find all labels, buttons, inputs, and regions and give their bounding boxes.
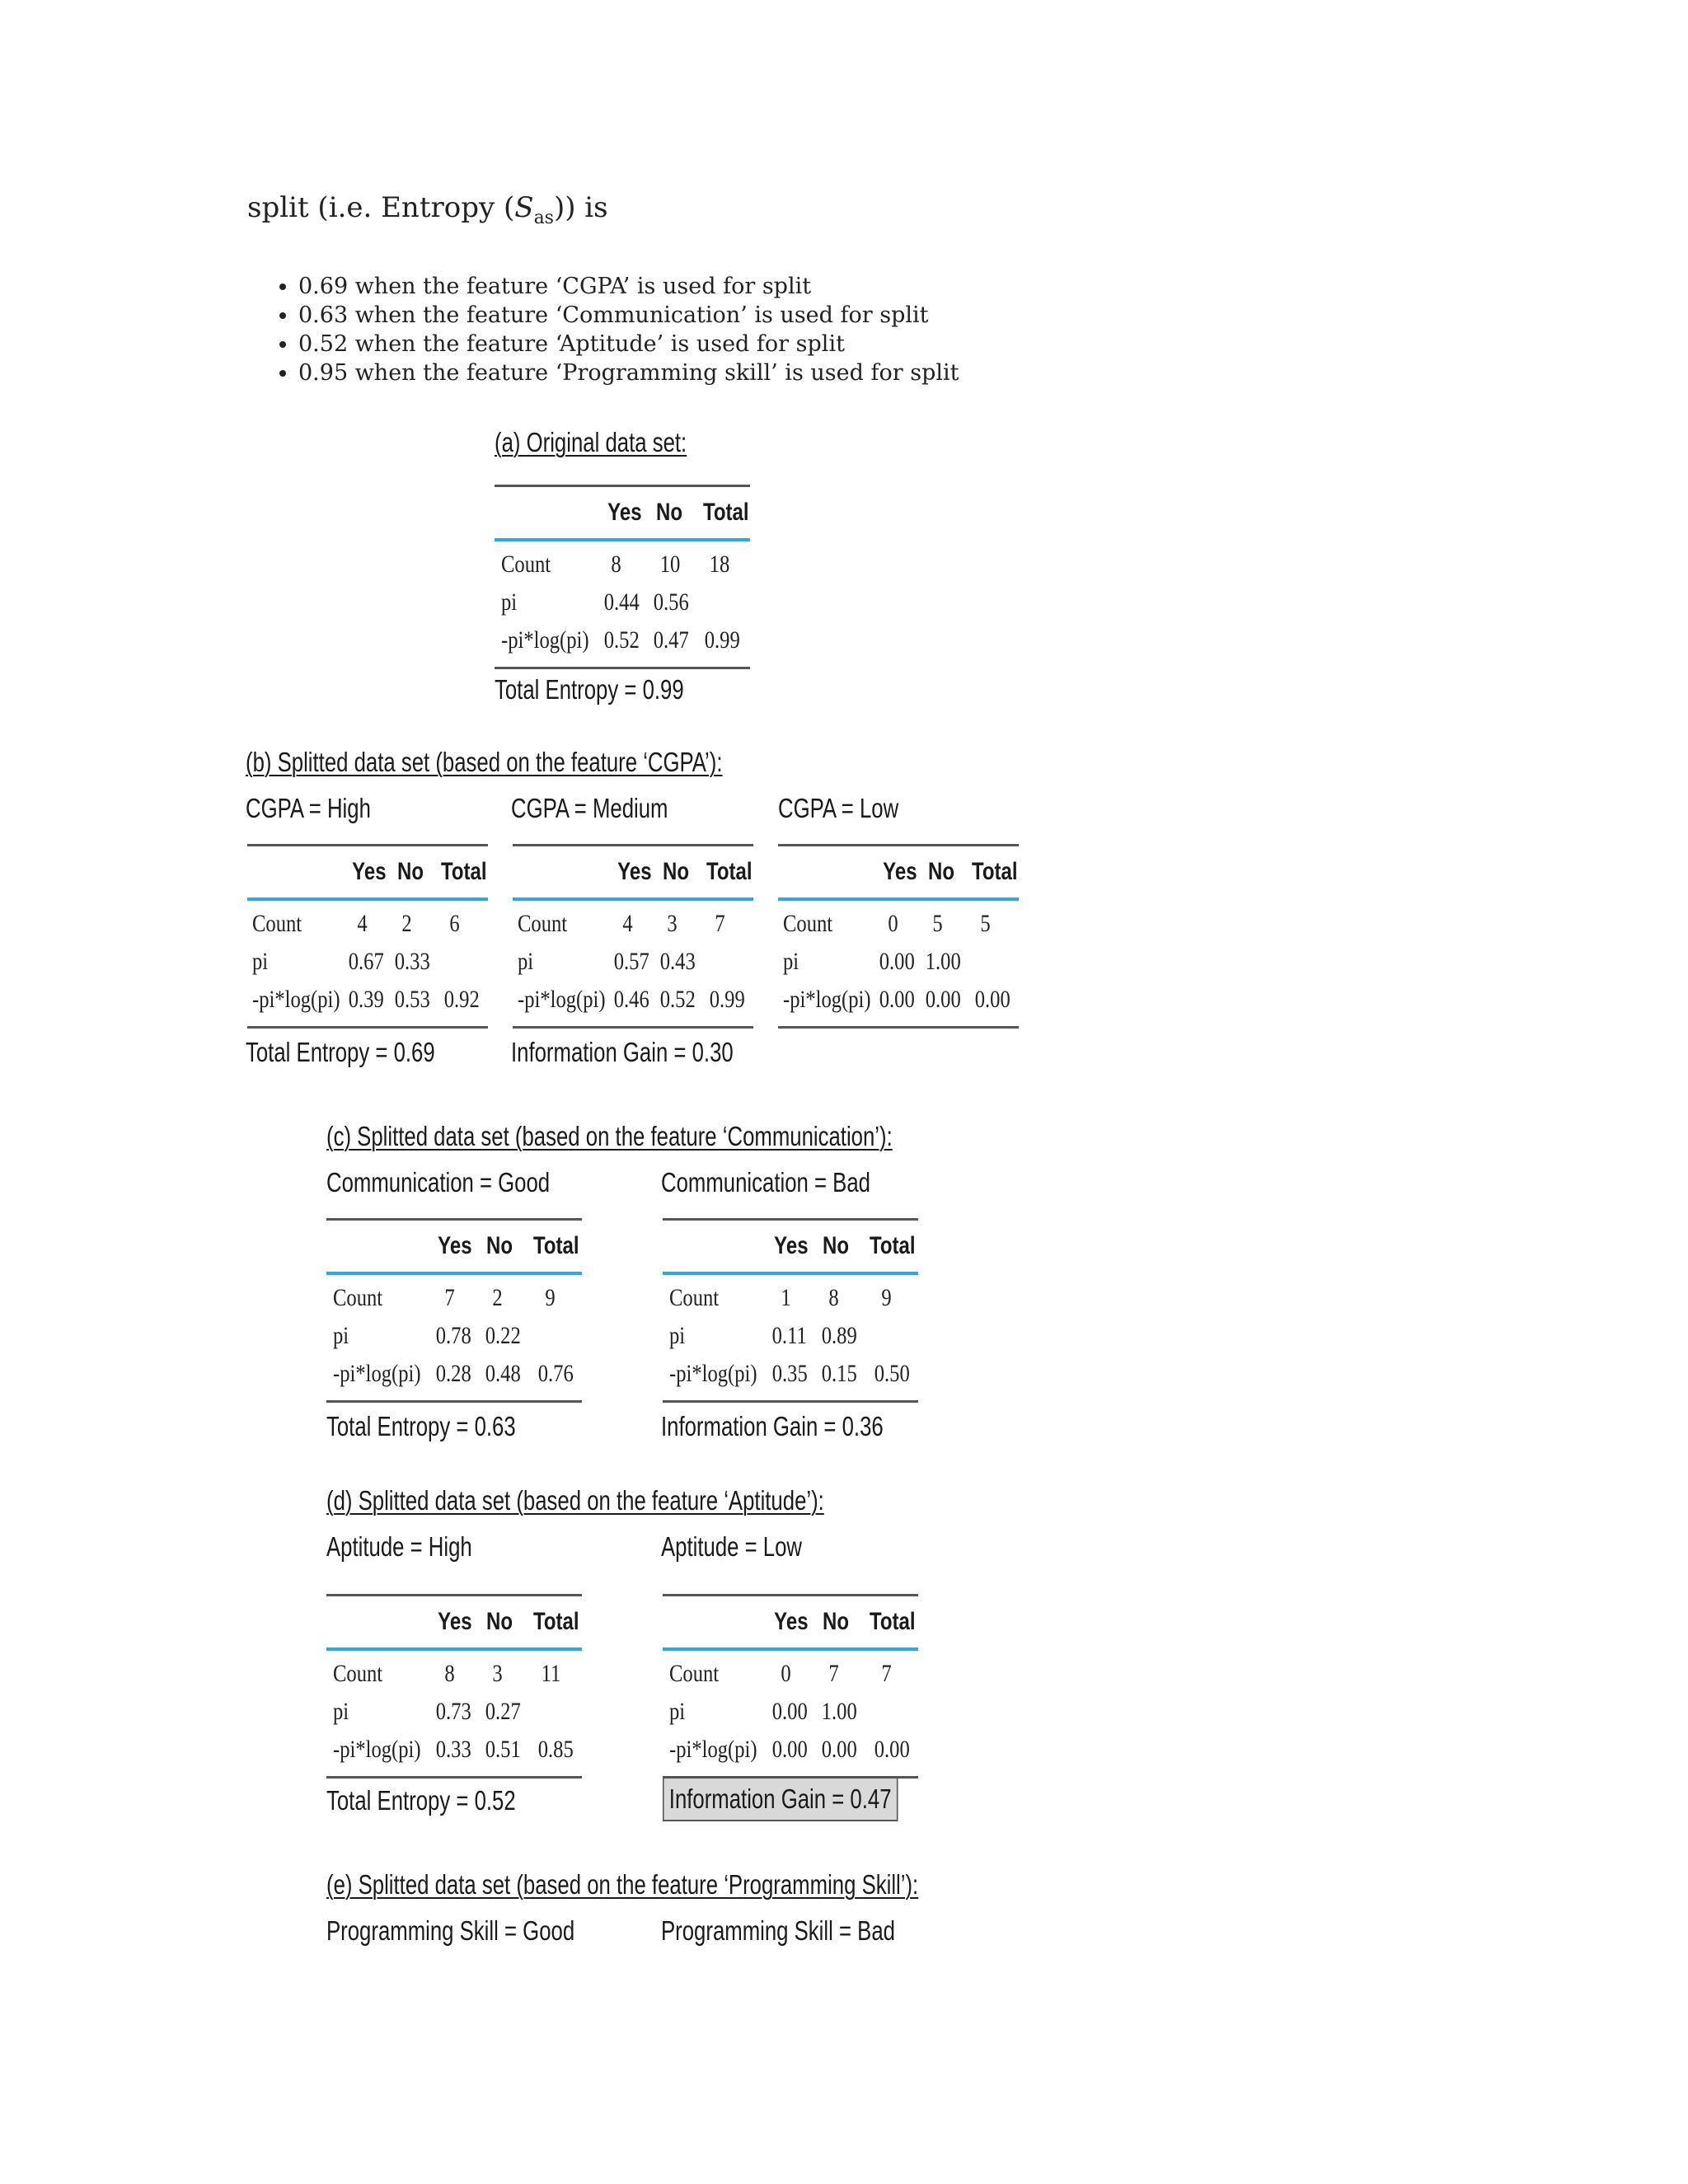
table-row: -pi*log(pi) 0.46 0.52 0.99: [518, 986, 745, 1013]
section-d-gain-highlight: Information Gain = 0.47: [663, 1777, 898, 1821]
label-cgpa-low: CGPA = Low: [778, 793, 899, 823]
table-row: pi 0.73 0.27: [333, 1698, 521, 1725]
section-b-title: (b) Splitted data set (based on the feature ‘CGPA’):: [246, 747, 723, 777]
bullet-item: • 0.63 when the feature ‘Communication’ is used for split: [298, 301, 959, 330]
table-d-high: [326, 1594, 582, 1779]
table-row: pi 0.00 1.00: [783, 948, 961, 975]
col-no: No: [656, 499, 682, 526]
table-c-bad: [663, 1218, 918, 1403]
bullet-item: • 0.52 when the feature ‘Aptitude’ is used for split: [298, 330, 959, 359]
label-programming-bad: Programming Skill = Bad: [661, 1915, 895, 1946]
table-row: Count 0 5 5: [783, 910, 991, 937]
table-c-good: [326, 1218, 582, 1403]
label-communication-good: Communication = Good: [326, 1167, 551, 1197]
section-e-title: (e) Splitted data set (based on the feature ‘Programming Skill’):: [326, 1869, 919, 1900]
table-header: Yes No Total: [663, 1221, 918, 1275]
label-aptitude-low: Aptitude = Low: [661, 1531, 803, 1562]
table-row: -pi*log(pi) 0.39 0.53 0.92: [252, 986, 480, 1013]
label-cgpa-medium: CGPA = Medium: [511, 793, 668, 823]
section-b-gain: Information Gain = 0.30: [511, 1037, 734, 1067]
label-aptitude-high: Aptitude = High: [326, 1531, 472, 1562]
table-b-low: [778, 844, 1019, 1029]
col-yes: Yes: [607, 499, 642, 526]
table-row: Count 4 2 6: [252, 910, 460, 937]
table-row: Count 0 7 7: [669, 1660, 892, 1687]
table-row: -pi*log(pi) 0.33 0.51 0.85: [333, 1736, 574, 1763]
intro-text: split (i.e. Entropy $(S_{as})$) is: [247, 191, 608, 228]
label-programming-good: Programming Skill = Good: [326, 1915, 575, 1946]
section-d-entropy: Total Entropy = 0.52: [326, 1785, 516, 1816]
label-communication-bad: Communication = Bad: [661, 1167, 870, 1197]
table-header: Yes No Total: [778, 846, 1019, 901]
table-row: pi 0.11 0.89: [669, 1322, 857, 1349]
bullet-item: • 0.69 when the feature ‘CGPA’ is used for split: [298, 272, 959, 301]
table-d-low: [663, 1594, 918, 1779]
entropy-bullet-list: [247, 272, 959, 387]
table-row: Count 4 3 7: [518, 910, 725, 937]
section-d-title: (d) Splitted data set (based on the feature ‘Aptitude’):: [326, 1485, 824, 1516]
table-row: Count 8 3 11: [333, 1660, 561, 1687]
table-header: Yes No Total: [326, 1596, 582, 1651]
col-total: Total: [702, 499, 749, 526]
table-header: Yes No Total: [513, 846, 753, 901]
table-header: Yes No Total: [247, 846, 488, 901]
table-row: -pi*log(pi) 0.00 0.00 0.00: [669, 1736, 910, 1763]
section-c-gain: Information Gain = 0.36: [661, 1411, 884, 1441]
table-row: -pi*log(pi) 0.35 0.15 0.50: [669, 1360, 910, 1387]
table-header: Yes No Total: [326, 1221, 582, 1275]
table-row: -pi*log(pi) 0.52 0.47 0.99: [501, 626, 740, 654]
table-row: pi 0.44 0.56: [501, 588, 689, 616]
section-a-title: (a) Original data set:: [495, 427, 687, 457]
table-b-medium: [513, 844, 753, 1029]
table-row: Count 8 10 18: [501, 551, 730, 578]
label-cgpa-high: CGPA = High: [246, 793, 371, 823]
section-b-entropy: Total Entropy = 0.69: [246, 1037, 435, 1067]
table-row: -pi*log(pi) 0.00 0.00 0.00: [783, 986, 1010, 1013]
table-header: Yes No Total: [663, 1596, 918, 1651]
table-row: -pi*log(pi) 0.28 0.48 0.76: [333, 1360, 574, 1387]
table-row: Count 1 8 9: [669, 1284, 892, 1311]
table-row: pi 0.57 0.43: [518, 948, 696, 975]
bullet-item: • 0.95 when the feature ‘Programming skill’ is used for split: [298, 359, 959, 387]
section-a-entropy: Total Entropy = 0.99: [495, 674, 684, 705]
table-header: [495, 487, 750, 541]
section-c-entropy: Total Entropy = 0.63: [326, 1411, 516, 1441]
section-c-title: (c) Splitted data set (based on the feature ‘Communication’):: [326, 1121, 893, 1151]
table-b-high: [247, 844, 488, 1029]
table-row: pi 0.00 1.00: [669, 1698, 857, 1725]
table-row: Count 7 2 9: [333, 1284, 556, 1311]
table-a: [495, 485, 750, 669]
table-row: pi 0.67 0.33: [252, 948, 430, 975]
table-row: pi 0.78 0.22: [333, 1322, 521, 1349]
